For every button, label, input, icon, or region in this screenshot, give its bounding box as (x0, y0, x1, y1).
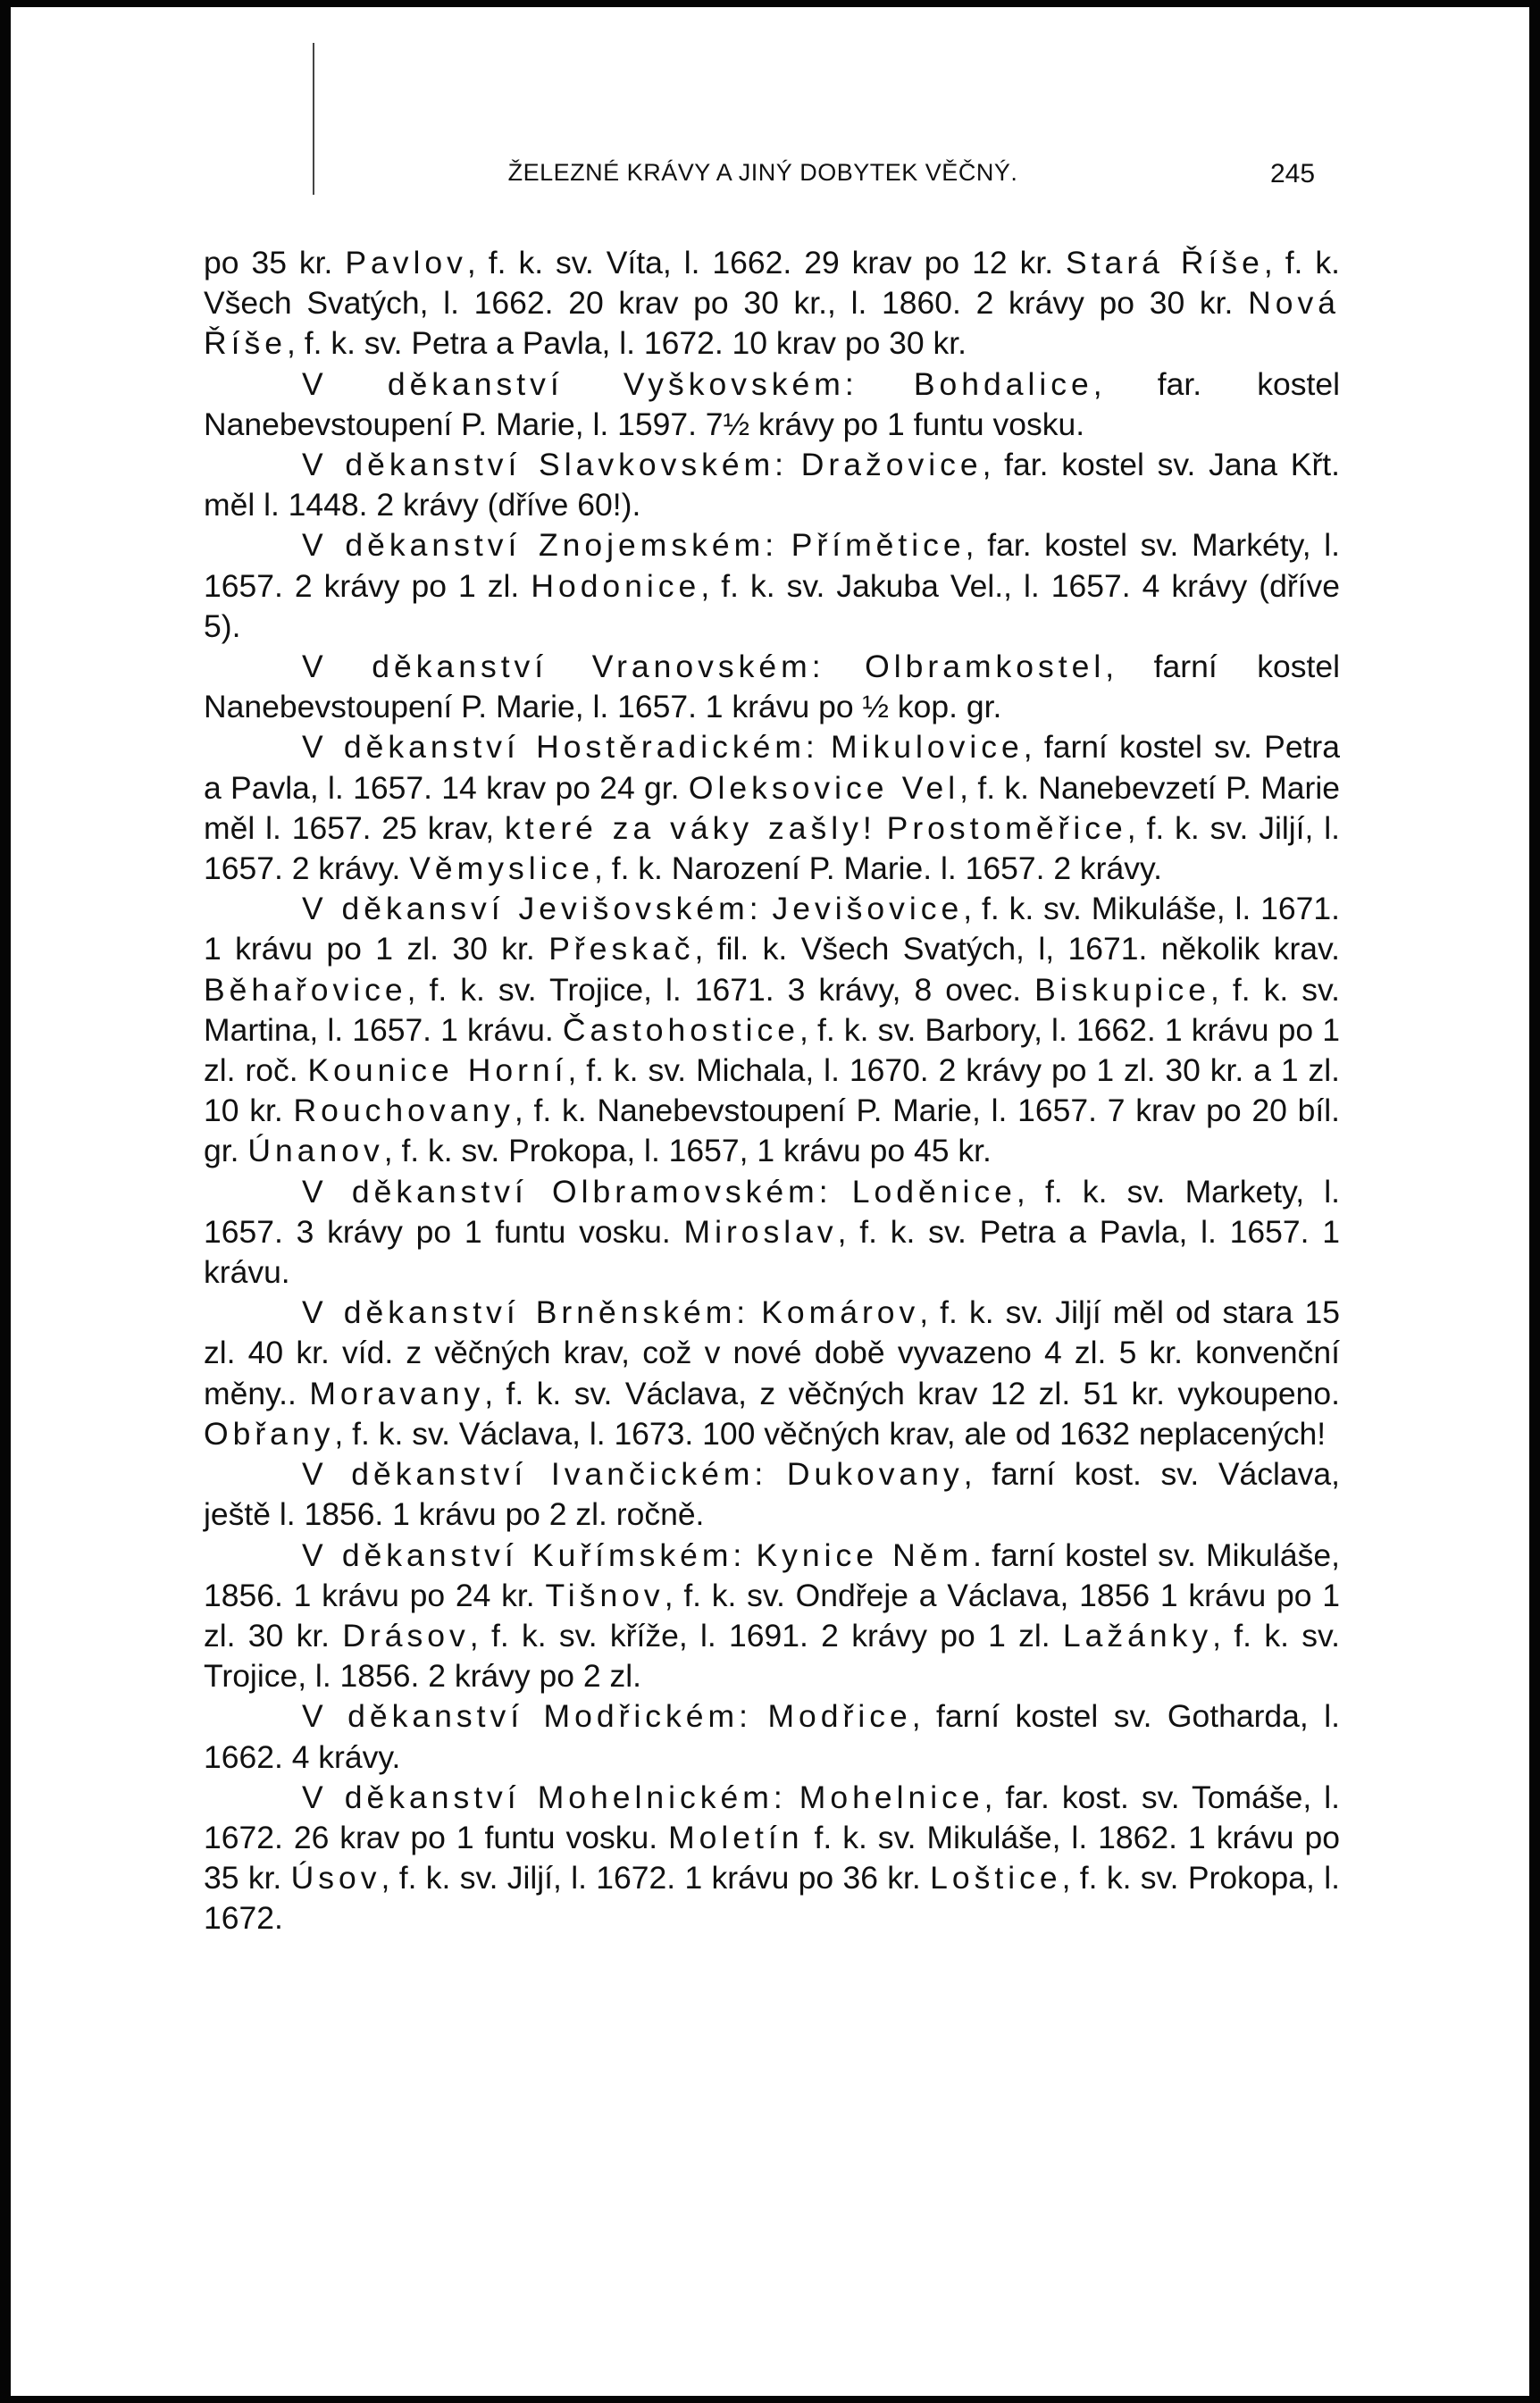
spaced-text: Loštice (930, 1860, 1062, 1896)
spaced-text: Hodonice (531, 567, 701, 604)
spaced-text: Mikulovice (831, 729, 1024, 766)
spaced-text: Kynice Něm (756, 1536, 974, 1573)
text-run: , f. k. sv. kříže, l. 1691. 2 krávy po 1 zl. (469, 1617, 1063, 1654)
paragraph (204, 1536, 1340, 1697)
spaced-text: Biskupice (1034, 971, 1211, 1008)
spaced-text: Dražovice (800, 447, 983, 483)
text-run (749, 1294, 761, 1330)
text-run: , f. k. sv. Michala, l. 1670. 2 krávy po 1 zl. 30 kr. a 1 zl. 10 kr. (204, 1052, 1340, 1129)
spaced-text: V děkanství Znojemském: (302, 527, 779, 564)
text-run: , f. k. sv. Markety, l. 1657. 3 krávy po 1 funtu vosku. (204, 1173, 1341, 1250)
text-run: , fil. k. Všech Svatých, l, 1671. několik krav. (694, 931, 1340, 967)
text-run: , f. k. sv. Petra a Pavla, l. 1672. 10 krav po 30 kr. (287, 325, 967, 362)
text-run (767, 1456, 787, 1492)
text-run: , far. kostel Nanebevstoupení P. Marie, l. 1597. 7½ krávy po 1 funtu vosku. (204, 365, 1340, 442)
text-run: , farní kostel sv. Gotharda, l. 1662. 4 krávy. (204, 1698, 1340, 1775)
paragraph (204, 364, 1340, 445)
text-run: , f. k. sv. Prokopa, l. 1657, 1 krávu po 45 kr. (383, 1133, 992, 1169)
spaced-text: V děkanství Kuřímském: (302, 1536, 747, 1573)
text-run: , f. k. sv. Martina, l. 1657. 1 krávu. (204, 971, 1341, 1048)
paragraph (204, 1696, 1340, 1777)
spaced-text: Běhařovice (204, 971, 407, 1008)
text-run: , f. k. sv. Václava, z věčných krav 12 zl. 51 kr. vykoupeno. (484, 1375, 1340, 1411)
text-run: , f. k. sv. Prokopa, l. 1672. (204, 1860, 1340, 1937)
spaced-text: Drásov (342, 1617, 470, 1654)
text-run (778, 527, 791, 563)
spaced-text: V děkanství Brněnském: (302, 1294, 750, 1331)
text-run (787, 1779, 799, 1815)
spaced-text: V děkanství Ivančickém: (302, 1456, 768, 1493)
text-run: , f. k. sv. Ondřeje a Václava, 1856 1 krávu po 1 zl. 30 kr. (204, 1577, 1340, 1654)
paragraph (204, 889, 1340, 1171)
spaced-text: V děkanství Vyškovském: (302, 365, 858, 402)
text-run: , f. k. sv. Trojice, l. 1671. 3 krávy, 8 ovec. (406, 971, 1035, 1008)
spaced-text: Obřany (204, 1415, 335, 1452)
paragraph (204, 445, 1340, 525)
paragraph (204, 525, 1340, 647)
text-run (833, 1174, 852, 1210)
spaced-text: Jevišovice (772, 891, 964, 927)
spaced-text: Komárov (761, 1294, 920, 1331)
paragraph (204, 243, 1340, 364)
spaced-text: Rouchovany (293, 1093, 515, 1129)
spaced-text: V děkanství Hostěradickém: (302, 729, 819, 766)
text-run: , f. k. sv. Jiljí měl od stara 15 zl. 40 kr. víd. z věčných krav, což v nové době vyvazeno 4 zl. 5 kr. konvenční měny.. (204, 1294, 1340, 1411)
text-run: , far. kostel sv. Markéty, l. 1657. 2 krávy po 1 zl. (204, 527, 1340, 604)
margin-mark (313, 43, 314, 195)
spaced-text: Nová Říše (204, 285, 1340, 362)
paragraph (204, 1293, 1340, 1454)
paragraph (204, 1172, 1340, 1294)
text-run: , f. k. Všech Svatých, l. 1662. 20 krav po 30 kr., l. 1860. 2 krávy po 30 kr. (204, 245, 1340, 322)
text-run: , f. k. sv. Víta, l. 1662. 29 krav po 12 kr. (466, 245, 1067, 280)
spaced-text: Prostoměřice (886, 809, 1127, 846)
spaced-text: Moravany (309, 1375, 485, 1411)
spaced-text: Přímětice (791, 527, 966, 564)
spaced-text: Olbramkostel (865, 649, 1106, 685)
text-run: , f. k. sv. Jiljí, l. 1657. 2 krávy. (204, 809, 1340, 887)
spaced-text: Modřice (767, 1698, 912, 1735)
text-run: , f. k. Narození P. Marie. l. 1657. 2 krávy. (593, 850, 1162, 887)
spaced-text: Moletín (668, 1819, 804, 1855)
text-run: , f. k. Nanebevzetí P. Marie měl l. 1657. 25 krav, (204, 769, 1341, 846)
spaced-text: Miroslav (683, 1213, 838, 1250)
spaced-text: Bohdalice (913, 365, 1093, 402)
text-run: , farní kostel Nanebevstoupení P. Marie, l. 1657. 1 krávu po ½ kop. gr. (204, 649, 1340, 725)
spaced-text: Stará Říše (1066, 245, 1264, 280)
spaced-text: Přeskač (548, 931, 695, 967)
text-run: , far. kostel sv. Jana Křt. měl l. 1448. 2 krávy (dříve 60!). (204, 447, 1340, 523)
text-run (763, 891, 773, 926)
spaced-text: V děkansví Jevišovském: (302, 891, 763, 927)
text-run: , f. k. sv. Barbory, l. 1662. 1 krávu po 1 zl. roč. (204, 1011, 1340, 1089)
spaced-text: Dukovany (786, 1456, 964, 1493)
spaced-text: Oleksovice Vel (688, 769, 960, 806)
text-run: po 35 kr. (204, 245, 346, 280)
spaced-text: V děkanství Olbramovském: (302, 1173, 833, 1210)
text-run (858, 366, 914, 402)
paragraph (204, 727, 1340, 889)
text-run: , far. kost. sv. Tomáše, l. 1672. 26 krav po 1 funtu vosku. (204, 1779, 1340, 1855)
text-run (746, 1537, 756, 1573)
text-run: , f. k. Nanebevstoupení P. Marie, l. 1657. 7 krav po 20 bíl. gr. (204, 1093, 1340, 1169)
spaced-text: Úsov (290, 1860, 381, 1896)
paragraph (204, 1778, 1340, 1939)
body-text (204, 243, 1340, 1939)
text-run: , farní kostel sv. Petra a Pavla, l. 1657. 14 krav po 24 gr. (204, 729, 1340, 806)
text-run (876, 810, 887, 846)
paragraph (204, 1454, 1340, 1535)
text-run: , farní kost. sv. Václava, ještě l. 1856. 1 krávu po 2 zl. ročně. (204, 1456, 1340, 1533)
spaced-text: Mohelnice (799, 1779, 984, 1815)
spaced-text: Kounice Horní (307, 1052, 568, 1089)
spaced-text: které za váky zašly! (504, 809, 876, 846)
text-run: , f. k. sv. Jakuba Vel., l. 1657. 4 krávy (dříve 5). (204, 567, 1340, 644)
text-run: , f. k. sv. Václava, l. 1673. 100 věčných krav, ale od 1632 neplacených! (334, 1415, 1327, 1452)
spaced-text: Pavlov (345, 245, 467, 280)
page-number: 245 (1270, 159, 1316, 188)
text-run: , f. k. sv. Petra a Pavla, l. 1657. 1 krávu. (204, 1213, 1340, 1291)
spaced-text: Tišnov (545, 1577, 665, 1613)
spaced-text: V děkanství Mohelnickém: (302, 1779, 787, 1815)
text-run: , f. k. sv. Trojice, l. 1856. 2 krávy po 2 zl. (204, 1617, 1340, 1695)
text-run: f. k. sv. Mikuláše, l. 1862. 1 krávu po 35 kr. (204, 1819, 1340, 1896)
text-run (819, 729, 831, 765)
text-run: . farní kostel sv. Mikuláše, 1856. 1 krávu po 24 kr. (204, 1536, 1340, 1613)
spaced-text: Loděnice (851, 1173, 1017, 1210)
spaced-text: V děkanství Slavkovském: (302, 447, 789, 483)
page-header (11, 159, 1529, 204)
text-run: , f. k. sv. Mikuláše, l. 1671. 1 krávu po 1 zl. 30 kr. (204, 891, 1340, 967)
text-run (752, 1698, 767, 1734)
spaced-text: Lažánky (1062, 1617, 1213, 1654)
book-page (11, 7, 1529, 2396)
running-title: ŽELEZNÉ KRÁVY A JINÝ DOBYTEK VĚČNÝ. (507, 159, 1018, 186)
spaced-text: Únanov (247, 1133, 384, 1169)
spaced-text: V děkanství Vranovském: (302, 649, 825, 685)
paragraph (204, 647, 1340, 727)
text-run (825, 649, 866, 684)
spaced-text: Věmyslice (409, 850, 594, 887)
spaced-text: V děkanství Modřickém: (302, 1698, 752, 1735)
spaced-text: Častohostice (562, 1011, 800, 1048)
text-run: , f. k. sv. Jiljí, l. 1672. 1 krávu po 36 kr. (381, 1860, 931, 1896)
text-run (788, 447, 801, 482)
